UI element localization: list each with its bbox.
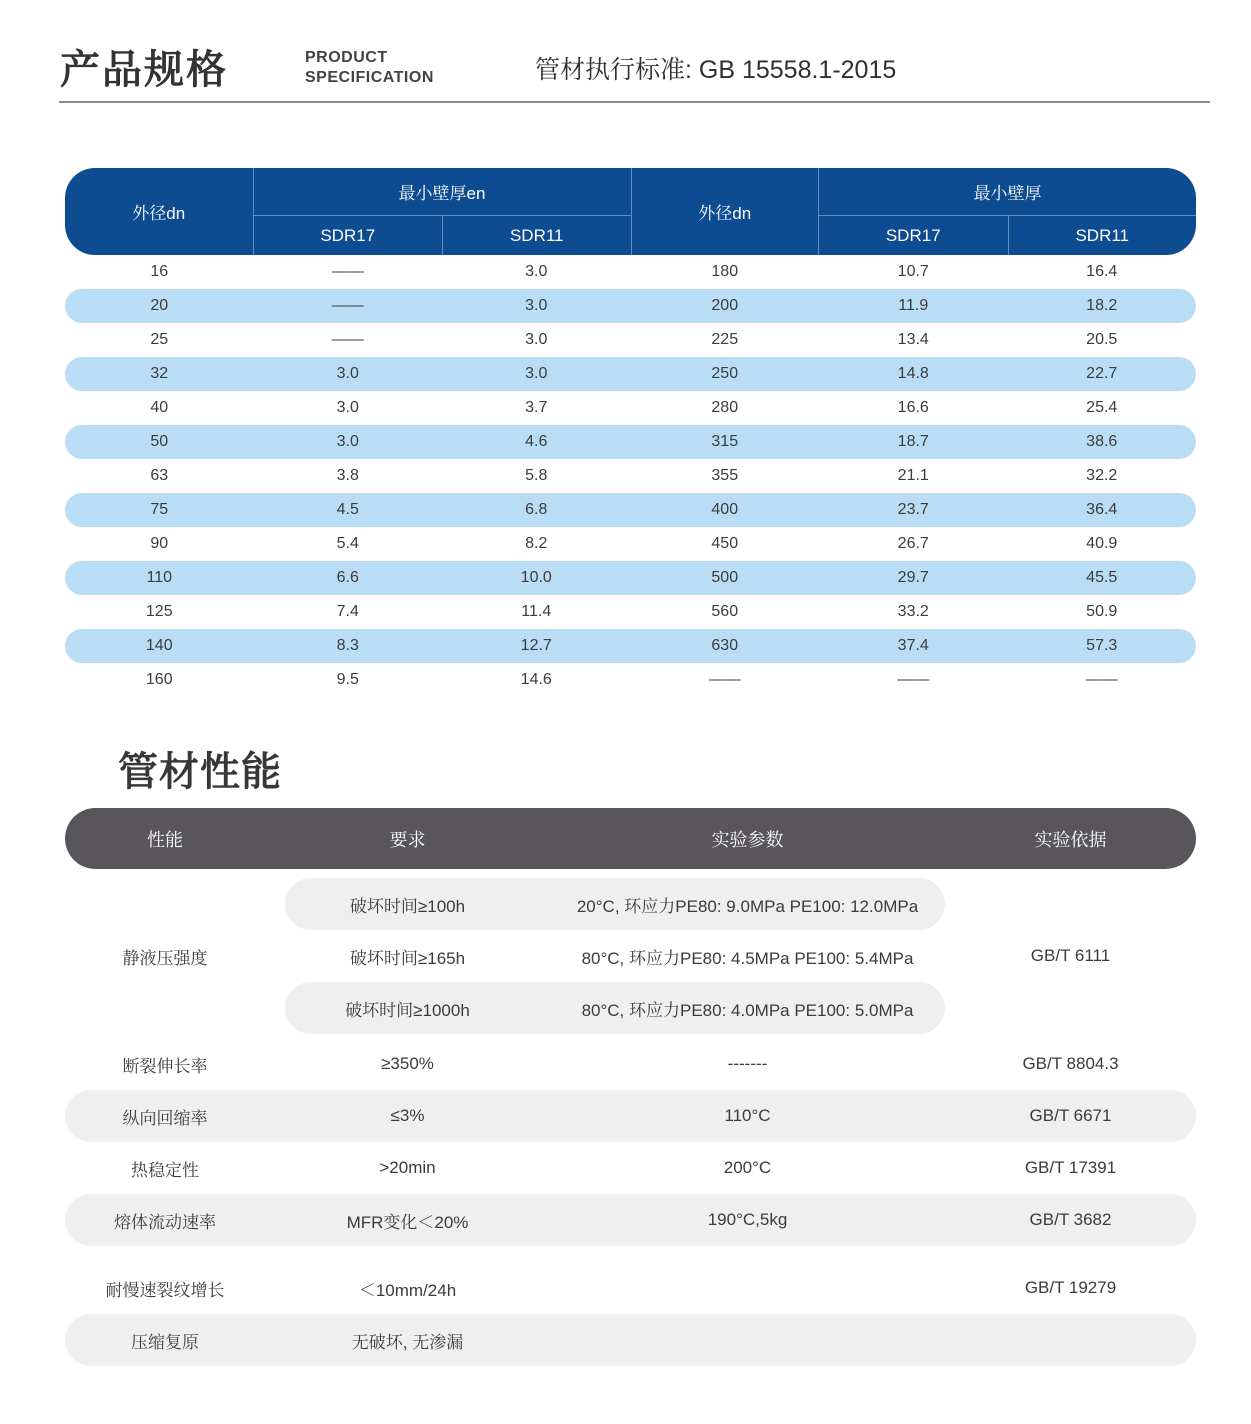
header-min-wall: 最小壁厚 [819,168,1196,216]
spec-table-row [65,255,1196,289]
spec-table-row [65,323,1196,357]
performance-row [65,1314,1196,1366]
header-outer-diameter-2: 外径dn [631,168,820,255]
cell: —— [331,297,364,314]
cell: 75 [150,501,169,518]
cell: 33.2 [897,603,929,620]
cell: 110 [146,569,172,586]
performance-row [65,1142,1196,1194]
cell: 3.0 [525,331,548,348]
property-name: 熔体流动速率 [114,1212,216,1232]
page-title-en-line2: SPECIFICATION [305,69,434,86]
cell: 315 [711,433,739,450]
spec-table-row [65,289,1196,323]
execution-standard: 管材执行标准: GB 15558.1-2015 [535,56,897,84]
page-title-en [305,48,434,88]
cell: 20.5 [1086,331,1118,348]
test-param: 110°C [724,1106,771,1125]
cell: 6.8 [525,501,548,518]
property-name: 压缩复原 [131,1332,199,1352]
cell: 3.0 [336,433,359,450]
cell: 4.6 [525,433,548,450]
performance-row [65,1038,1196,1090]
header-sdr11-right: SDR11 [1008,216,1197,255]
cell: 38.6 [1086,433,1118,450]
performance-row [65,1090,1196,1142]
cell: 355 [711,467,739,484]
cell: 3.8 [336,467,359,484]
cell: 25.4 [1086,399,1118,416]
cell: 250 [711,365,739,382]
cell: 40 [150,399,169,416]
test-basis: GB/T 17391 [1024,1158,1117,1177]
cell: 45.5 [1086,569,1118,586]
requirement: ≤3% [390,1106,425,1125]
requirement: 破坏时间≥165h [349,948,466,968]
cell: —— [1085,671,1118,688]
header-sdr17-right: SDR17 [885,225,941,245]
cell: 50.9 [1086,603,1118,620]
requirement: MFR变化＜20% [346,1212,469,1232]
header-divider [59,101,1210,103]
header-test-param: 实验参数 [711,829,784,850]
cell: 63 [150,467,169,484]
cell: 8.3 [336,637,359,654]
cell: 20 [150,297,169,314]
property-name: 热稳定性 [131,1160,199,1180]
cell: —— [708,671,741,688]
cell: 10.7 [897,263,929,280]
property-name: 断裂伸长率 [122,1056,208,1076]
test-param: 80°C, 环应力PE80: 4.0MPa PE100: 5.0MPa [581,1000,914,1020]
cell: 29.7 [897,569,929,586]
cell: 57.3 [1086,637,1118,654]
requirement: 无破坏, 无渗漏 [351,1332,464,1352]
property-name: 耐慢速裂纹增长 [105,1280,225,1300]
spec-table-row [65,493,1196,527]
spec-table-row [65,663,1196,697]
header-test-basis: 实验依据 [1034,829,1107,850]
requirement: ≥350% [381,1054,434,1073]
cell: 18.7 [897,433,929,450]
page-title-en-line1: PRODUCT [305,49,388,66]
cell: 21.1 [897,467,929,484]
cell: 14.8 [897,365,929,382]
page-title-cn: 产品规格 [60,48,228,92]
test-basis: GB/T 6671 [1029,1106,1112,1125]
test-param: 20°C, 环应力PE80: 9.0MPa PE100: 12.0MPa [576,896,919,916]
cell: 3.7 [525,399,548,416]
header-sdr17-left: SDR17 [320,225,376,245]
cell: 8.2 [525,535,548,552]
cell: 90 [150,535,169,552]
header-outer-diameter-1: 外径dn [65,168,254,255]
requirement: 破坏时间≥1000h [345,1000,470,1020]
cell: 140 [145,637,173,654]
cell: 560 [711,603,739,620]
spec-table-row [65,425,1196,459]
cell: 3.0 [525,263,548,280]
cell: 13.4 [897,331,929,348]
spec-table-header [65,168,1196,255]
cell: 125 [145,603,173,620]
test-basis: GB/T 19279 [1024,1278,1117,1297]
cell: 32 [150,365,169,382]
cell: 22.7 [1086,365,1118,382]
cell: 200 [711,297,739,314]
test-param: 200°C [723,1158,772,1177]
header-sdr11-left: SDR11 [442,216,631,255]
performance-row [65,1194,1196,1246]
cell: 630 [711,637,739,654]
requirement: >20min [379,1158,436,1177]
cell: 6.6 [336,569,359,586]
cell: 25 [150,331,169,348]
cell: 23.7 [897,501,929,518]
spec-table-row [65,561,1196,595]
cell: 40.9 [1086,535,1118,552]
test-param: ------- [727,1054,768,1073]
cell: 4.5 [336,501,359,518]
cell: 16.4 [1086,263,1118,280]
cell: 3.0 [525,365,548,382]
cell: —— [897,671,930,688]
performance-table-header [65,808,1196,869]
header-requirement: 要求 [389,829,426,850]
cell: 11.4 [521,603,552,620]
cell: 26.7 [897,535,929,552]
cell: 400 [711,501,739,518]
spec-table [65,168,1196,697]
performance-heading: 管材性能 [118,750,282,794]
performance-row [65,1262,1196,1314]
cell: 160 [145,671,173,688]
cell: 5.4 [336,535,359,552]
cell: 3.0 [336,399,359,416]
cell: 32.2 [1086,467,1118,484]
test-basis: GB/T 6111 [1030,946,1111,965]
requirement: 破坏时间≥100h [349,896,466,916]
cell: 450 [711,535,739,552]
requirement: ＜10mm/24h [358,1280,457,1300]
cell: 5.8 [525,467,548,484]
cell: —— [331,331,364,348]
test-param: 190°C,5kg [707,1210,788,1229]
cell: 16.6 [897,399,929,416]
cell: 280 [711,399,739,416]
spec-table-row [65,391,1196,425]
spec-table-row [65,527,1196,561]
header-property: 性能 [147,829,183,850]
spec-table-row [65,595,1196,629]
cell: 36.4 [1086,501,1118,518]
cell: 7.4 [336,603,359,620]
performance-table-body [65,878,1196,1366]
cell: 180 [711,263,739,280]
property-name: 静液压强度 [122,948,208,968]
cell: 225 [711,331,739,348]
cell: 14.6 [520,671,552,688]
cell: 3.0 [336,365,359,382]
spec-table-row [65,629,1196,663]
cell: —— [331,263,364,280]
header-min-wall-en: 最小壁厚en [254,168,631,216]
cell: 37.4 [897,637,929,654]
cell: 500 [711,569,739,586]
property-name: 纵向回缩率 [122,1108,208,1128]
spec-table-row [65,459,1196,493]
cell: 12.7 [520,637,552,654]
hydrostatic-strength-group [65,878,1196,1034]
cell: 3.0 [525,297,548,314]
cell: 50 [150,433,169,450]
spec-table-row [65,357,1196,391]
cell: 9.5 [336,671,359,688]
cell: 11.9 [898,297,929,314]
cell: 16 [150,263,169,280]
test-param: 80°C, 环应力PE80: 4.5MPa PE100: 5.4MPa [581,948,914,968]
cell: 18.2 [1086,297,1118,314]
cell: 10.0 [520,569,552,586]
test-basis: GB/T 3682 [1029,1210,1112,1229]
test-basis: GB/T 8804.3 [1022,1054,1119,1073]
